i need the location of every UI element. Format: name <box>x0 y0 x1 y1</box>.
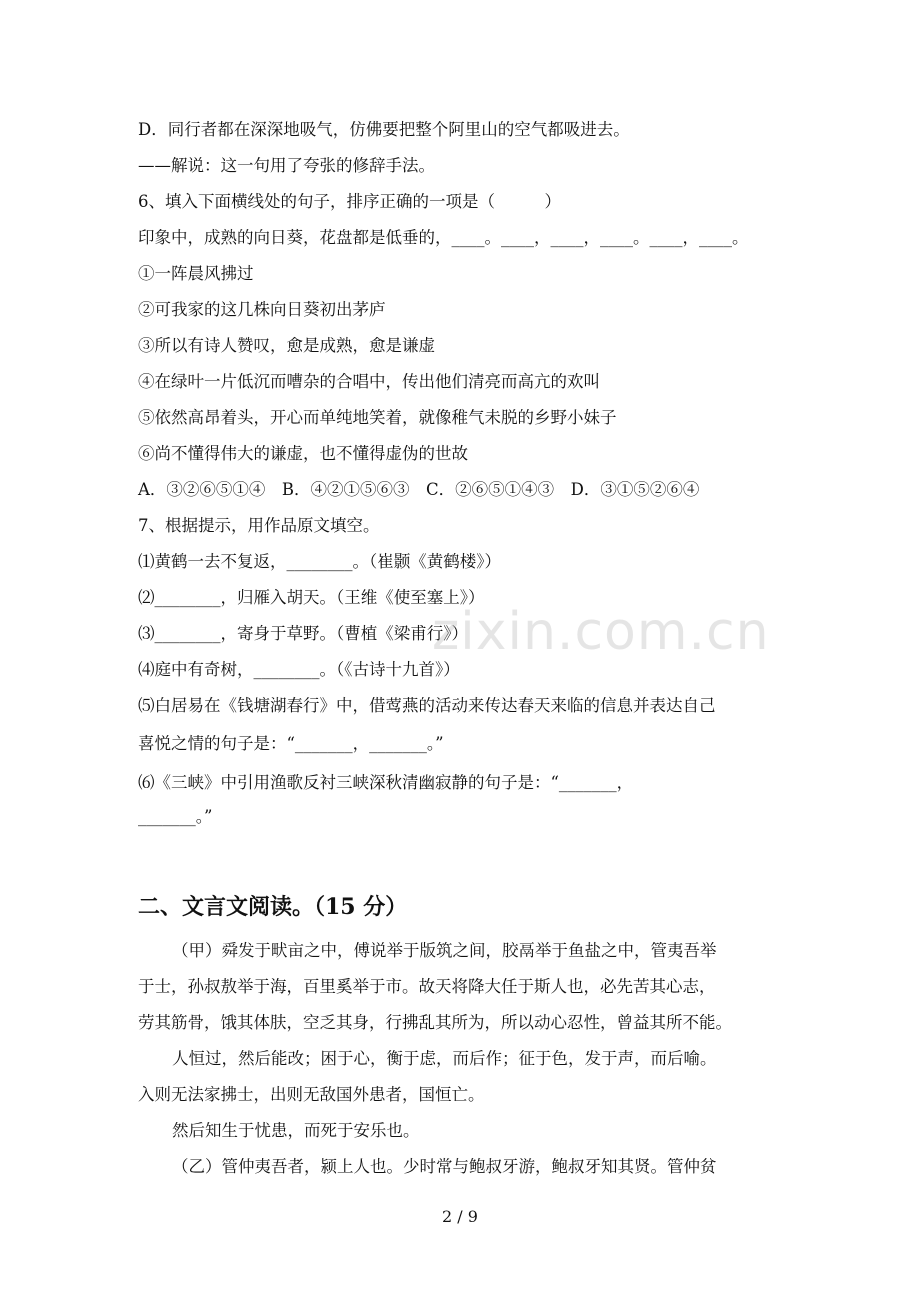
passage-jia-line-5: 入则无法家拂士，出则无敌国外患者，国恒亡。 <box>138 1085 485 1104</box>
question-6-sentence-5: ⑤依然高昂着头，开心而单纯地笑着，就像稚气未脱的乡野小妹子 <box>138 408 617 427</box>
watermark: zixin.com.cn <box>432 602 770 662</box>
passage-jia-line-4: 人恒过，然后能改；困于心，衡于虑，而后作；征于色，发于声，而后喻。 <box>172 1049 717 1068</box>
question-6-sentence-6: ⑥尚不懂得伟大的谦虚，也不懂得虚伪的世故 <box>138 444 468 463</box>
passage-jia-line-1: （甲）舜发于畎亩之中，傅说举于版筑之间，胶鬲举于鱼盐之中，管夷吾举 <box>172 941 717 960</box>
question-7-item-1: ⑴黄鹤一去不复返，________。（崔颢《黄鹤楼》） <box>138 552 501 571</box>
question-6-sentence-4: ④在绿叶一片低沉而嘈杂的合唱中，传出他们清亮而高亢的欢叫 <box>138 372 600 391</box>
passage-jia-line-6: 然后知生于忧患，而死于安乐也。 <box>172 1121 420 1140</box>
page-number: 2 / 9 <box>442 1207 478 1226</box>
question-6-sentence-2: ②可我家的这几株向日葵初出茅庐 <box>138 300 386 319</box>
question-7-item-6-line-1: ⑹《三峡》中引用渔歌反衬三峡深秋清幽寂静的句子是：“_______， <box>138 773 634 792</box>
option-d-explanation: ——解说：这一句用了夸张的修辞手法。 <box>138 156 435 175</box>
passage-jia-line-2: 于士，孙叔敖举于海，百里奚举于市。故天将降大任于斯人也，必先苦其心志， <box>138 977 716 996</box>
question-6-sentence-3: ③所以有诗人赞叹，愈是成熟，愈是谦虚 <box>138 336 435 355</box>
question-7-item-3: ⑶________，寄身于草野。（曹植《梁甫行》） <box>138 624 468 643</box>
question-7-item-5-line-1: ⑸白居易在《钱塘湖春行》中，借莺燕的活动来传达春天来临的信息并表达自己 <box>138 696 716 715</box>
passage-jia-line-3: 劳其筋骨，饿其体肤，空乏其身，行拂乱其所为，所以动心忍性，曾益其所不能。 <box>138 1013 732 1032</box>
question-6-choices: A．③②⑥⑤①④ B．④②①⑤⑥③ C．②⑥⑤①④③ D．③①⑤②⑥④ <box>138 480 700 499</box>
question-7-title: 7、根据提示，用作品原文填空。 <box>138 516 380 535</box>
question-6-title: 6、填入下面横线处的句子，排序正确的一项是（ ） <box>138 192 561 211</box>
question-7-item-5-line-2: 喜悦之情的句子是：“_______，_______。” <box>138 734 444 753</box>
option-d-text: D．同行者都在深深地吸气，仿佛要把整个阿里山的空气都吸进去。 <box>138 120 630 139</box>
question-7-item-4: ⑷庭中有奇树，________。（《古诗十九首》） <box>138 660 460 679</box>
question-7-item-2: ⑵________，归雁入胡天。（王维《使至塞上》） <box>138 588 485 607</box>
question-6-stem: 印象中，成熟的向日葵，花盘都是低垂的，____。____，____，____。____，____。 <box>138 228 749 247</box>
section-2-heading: 二、文言文阅读。（15 分） <box>138 894 408 920</box>
passage-yi-line-1: （乙）管仲夷吾者，颍上人也。少时常与鲍叔牙游，鲍叔牙知其贤。管仲贫 <box>172 1157 717 1176</box>
question-6-sentence-1: ①一阵晨风拂过 <box>138 264 254 283</box>
question-7-item-6-line-2: _______。” <box>138 807 213 826</box>
